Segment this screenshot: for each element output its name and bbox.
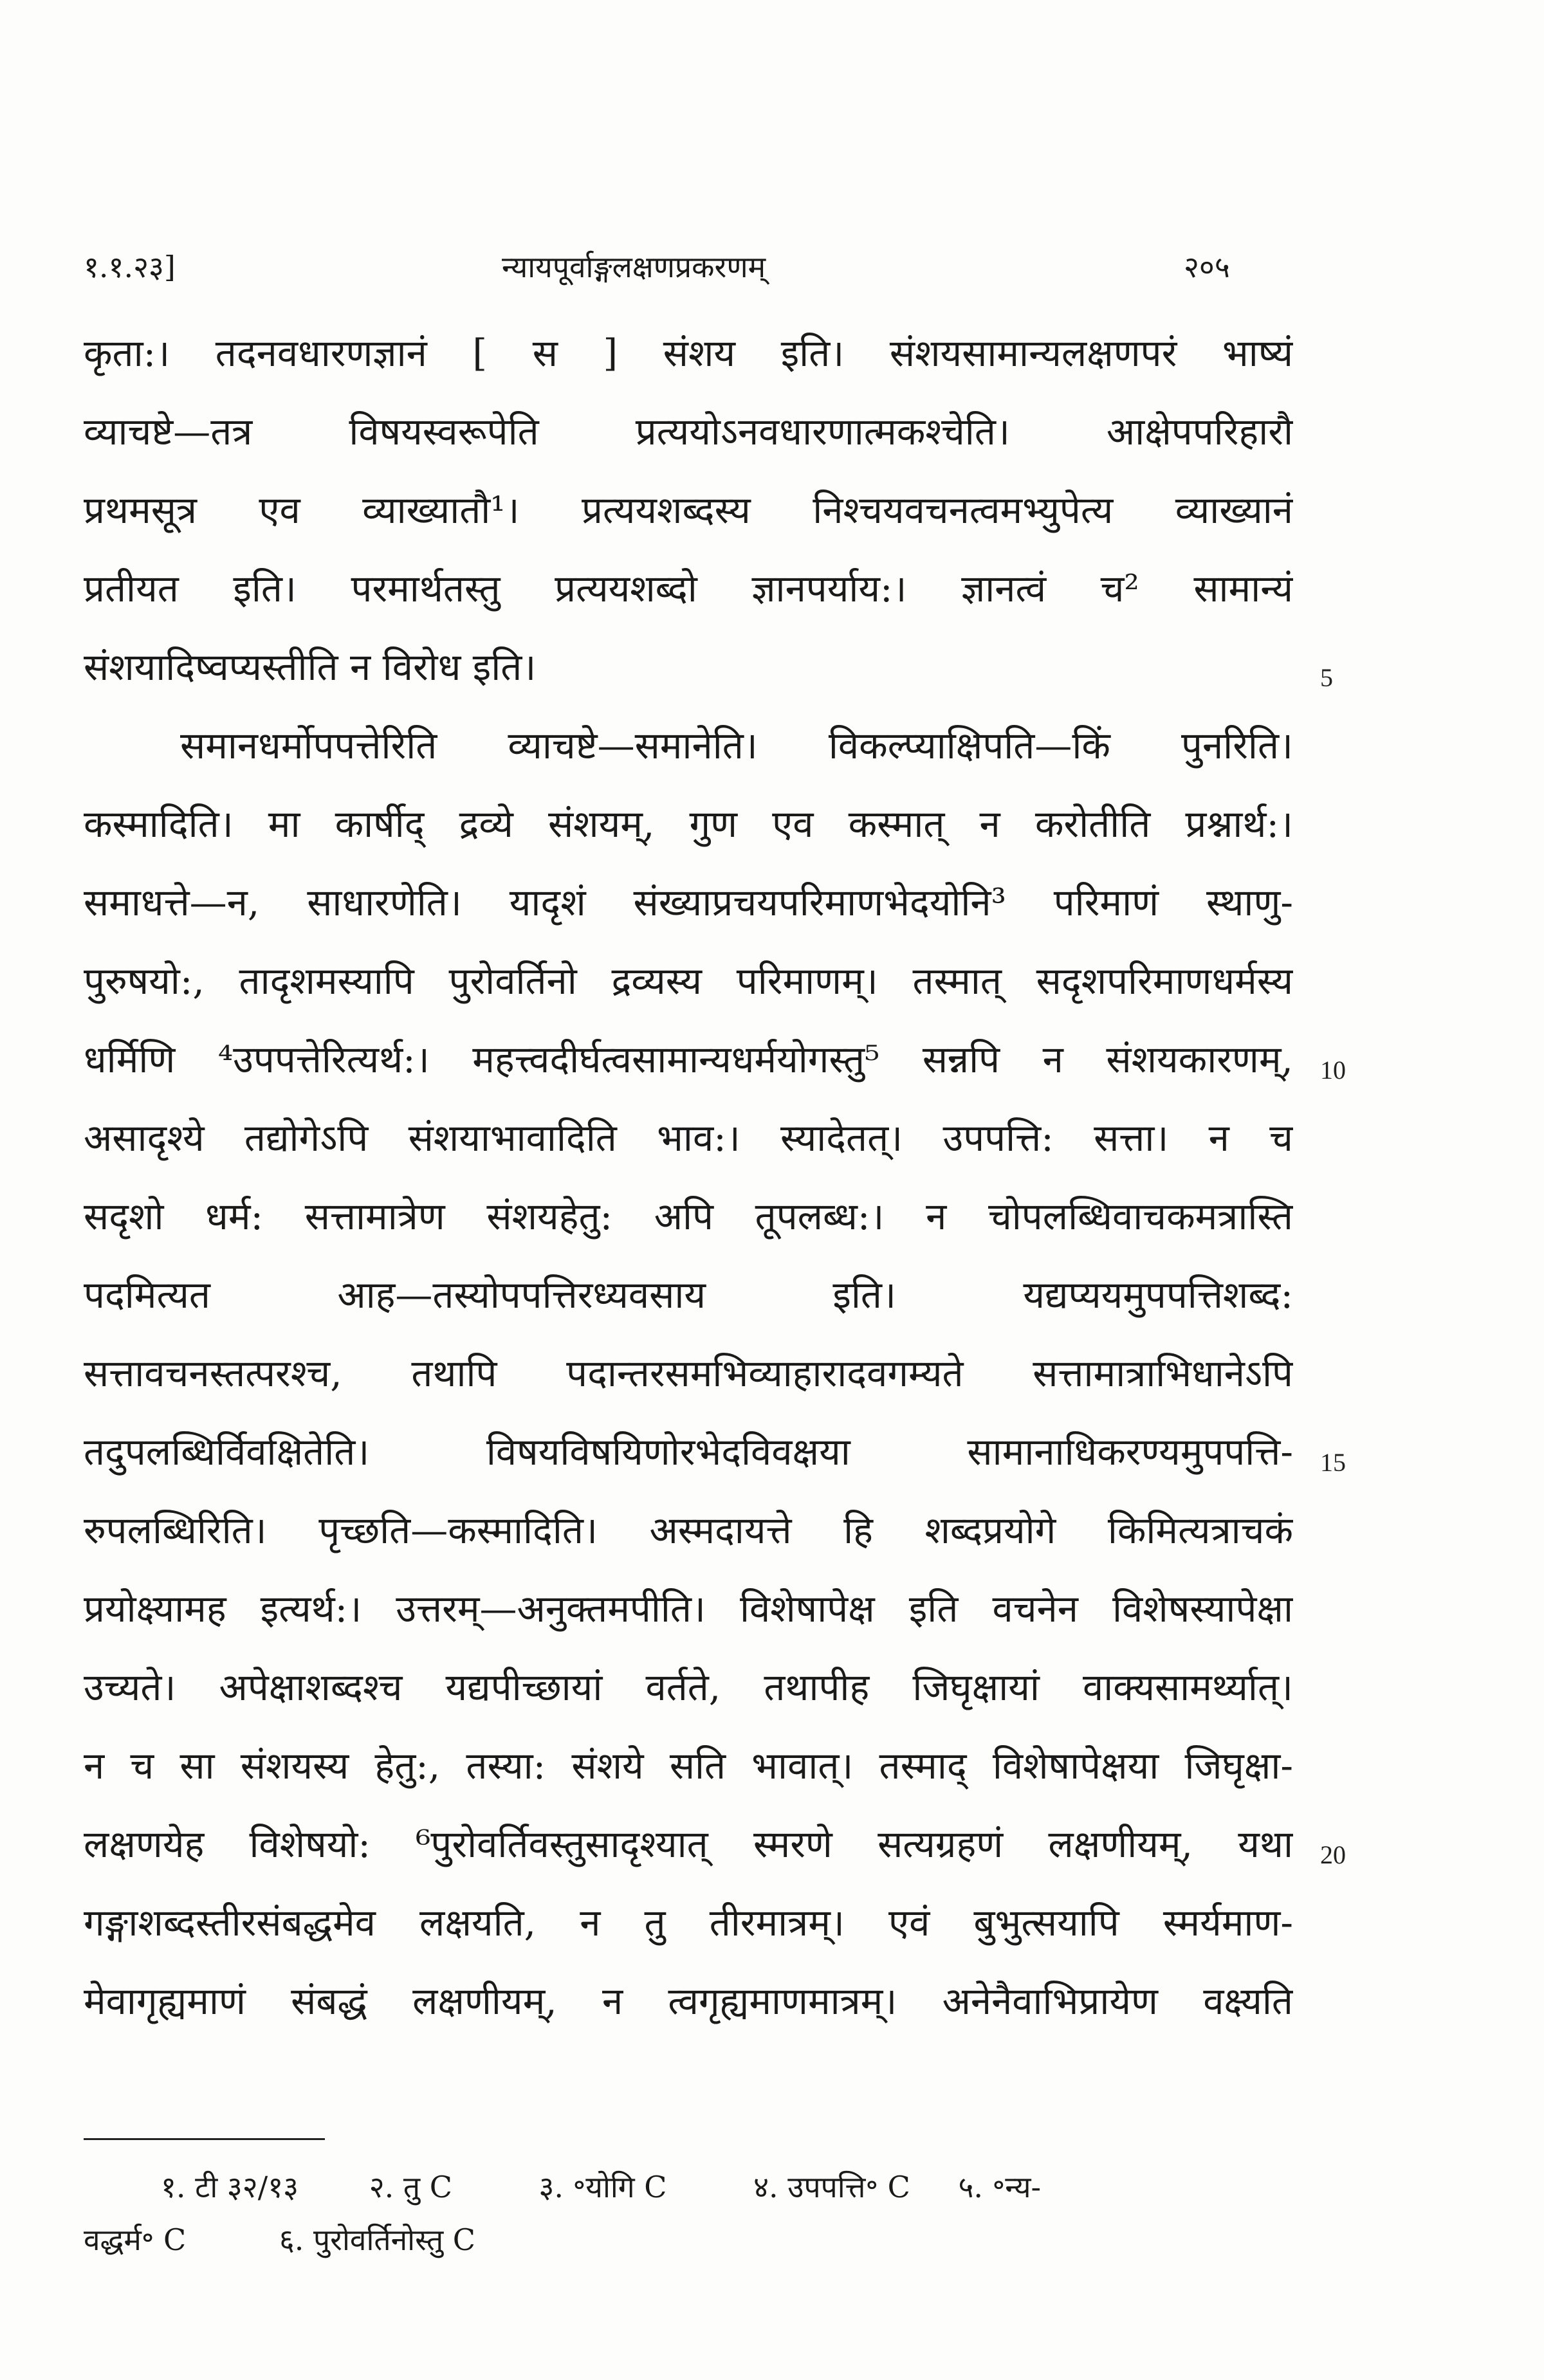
main-text (84, 314, 1293, 2040)
text-line: असादृश्ये तद्योगेऽपि संशयाभावादिति भाव:। स्यादेतत्। उपपत्ति: सत्ता। न च (84, 1116, 1293, 1160)
text-line: पुरुषयो:, तादृशमस्यापि पुरोवर्तिनो द्रव्यस्य परिमाणम्। तस्मात् सदृशपरिमाणधर्मस्य (84, 959, 1293, 1003)
text-line: समाधत्ते—न, साधारणेति। यादृशं संख्याप्रचयपरिमाणभेदयोनि³ परिमाणं स्थाणु- (84, 881, 1293, 924)
text-line: सत्तावचनस्तत्परश्च, तथापि पदान्तरसमभिव्याहारादवगम्यते सत्तामात्राभिधानेऽपि (84, 1351, 1293, 1395)
text-line: लक्षणयेह विशेषयो: ⁶पुरोवर्तिवस्तुसादृश्यात् स्मरणे सत्यग्रहणं लक्षणीयम्, यथा (84, 1822, 1293, 1866)
text-line: कस्मादिति। मा कार्षीद् द्रव्ये संशयम्, गुण एव कस्मात् न करोतीति प्रश्नार्थ:। (84, 802, 1293, 846)
footnote-3: ३. ॰योगि C (538, 2170, 667, 2204)
text-line: न च सा संशयस्य हेतु:, तस्या: संशये सति भावात्। तस्माद् विशेषापेक्षया जिघृक्षा- (84, 1744, 1293, 1788)
footnote-1: १. टी ३२/१३ (161, 2170, 299, 2204)
text-line: तदुपलब्धिर्विवक्षितेति। विषयविषयिणोरभेदविवक्षया सामानाधिकरण्यमुपपत्ति- (84, 1430, 1293, 1474)
text-line: रुपलब्धिरिति। पृच्छति—कस्मादिति। अस्मदायत्ते हि शब्दप्रयोगे किमित्यत्राचकं (84, 1508, 1293, 1552)
footnote-5: ५. ॰न्य- (958, 2170, 1042, 2204)
text-line: धर्मिणि ⁴उपपत्तेरित्यर्थ:। महत्त्वदीर्घत्वसामान्यधर्मयोगस्तु⁵ सन्नपि न संशयकारणम्, (84, 1038, 1293, 1081)
footnote-4: ४. उपपत्ति॰ C (753, 2170, 910, 2204)
line-number: 20 (1320, 1840, 1346, 1869)
text-line: कृता:। तदनवधारणज्ञानं [ स ] संशय इति। संशयसामान्यलक्षणपरं भाष्यं (84, 331, 1293, 375)
text-line: प्रथमसूत्र एव व्याख्यातौ¹। प्रत्ययशब्दस्य निश्चयवचनत्वमभ्युपेत्य व्याख्यानं (84, 488, 1293, 532)
line-number: 15 (1320, 1448, 1346, 1477)
footnote-2: २. तु C (369, 2170, 452, 2204)
text-line: पदमित्यत आह—तस्योपपत्तिरध्यवसाय इति। यद्यप्ययमुपपत्तिशब्द: (84, 1273, 1293, 1317)
page-number: २०५ (1184, 250, 1230, 284)
footnote-rule (84, 2138, 325, 2140)
text-line: व्याचष्टे—तत्र विषयस्वरूपेति प्रत्ययोऽनवधारणात्मकश्चेति। आक्षेपपरिहारौ (84, 410, 1293, 453)
text-line: प्रयोक्ष्यामह इत्यर्थ:। उत्तरम्—अनुक्तमपीति। विशेषापेक्ष इति वचनेन विशेषस्यापेक्षा (84, 1587, 1293, 1631)
text-line: गङ्गाशब्दस्तीरसंबद्धमेव लक्षयति, न तु तीरमात्रम्। एवं बुभुत्सयापि स्मर्यमाण- (84, 1901, 1293, 1945)
line-number: 5 (1320, 663, 1333, 692)
text-line: प्रतीयत इति। परमार्थतस्तु प्रत्ययशब्दो ज्ञानपर्याय:। ज्ञानत्वं च² सामान्यं (84, 567, 1293, 610)
footnotes-line-1 (84, 2166, 1293, 2206)
footnote-5-cont: वद्धर्म॰ C (84, 2222, 187, 2257)
running-title: न्यायपूर्वाङ्गलक्षणप्रकरणम् (502, 250, 766, 284)
section-number: १.१.२३] (84, 250, 176, 284)
footnotes-line-2 (84, 2219, 1293, 2259)
text-line: उच्यते। अपेक्षाशब्दश्च यद्यपीच्छायां वर्तते, तथापीह जिघृक्षायां वाक्यसामर्थ्यात्। (84, 1665, 1293, 1709)
text-line: संशयादिष्वप्यस्तीति न विरोध इति। (84, 645, 537, 689)
text-line: मेवागृह्यमाणं संबद्धं लक्षणीयम्, न त्वगृह्यमाणमात्रम्। अनेनैवाभिप्रायेण वक्ष्यति (84, 1979, 1293, 2023)
text-line: समानधर्मोपपत्तेरिति व्याचष्टे—समानेति। विकल्प्याक्षिपति—किं पुनरिति। (180, 724, 1293, 767)
text-line: सदृशो धर्म: सत्तामात्रेण संशयहेतु: अपि तूपलब्ध:। न चोपलब्धिवाचकमत्रास्ति (84, 1195, 1293, 1238)
footnote-6: ६. पुरोवर्तिनोस्तु C (279, 2222, 475, 2257)
line-number: 10 (1320, 1056, 1346, 1085)
